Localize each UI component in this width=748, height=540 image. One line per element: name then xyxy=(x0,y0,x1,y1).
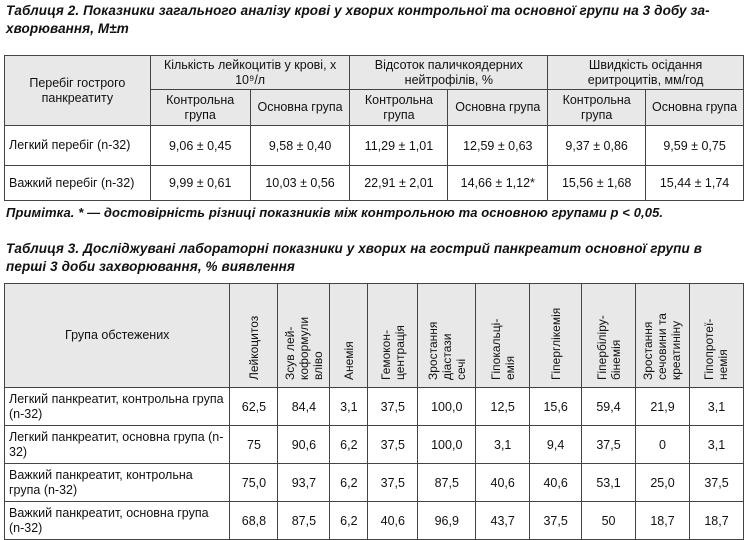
table3-cell: 18,7 xyxy=(636,502,690,540)
table3-cell: 3,1 xyxy=(330,388,368,426)
table2-subheader: Контрольна група xyxy=(150,90,250,126)
table-row xyxy=(5,126,744,166)
table-row xyxy=(5,502,744,540)
table3-cell: 40,6 xyxy=(368,502,418,540)
table2-row-label: Важкий перебіг (n-32) xyxy=(5,166,151,201)
table3-caption: Таблиця 3. Досліджувані лабораторні показники у хворих на гострий панкреатит основної групи в перші 3 доби захворювання, % виявлення xyxy=(6,241,702,274)
table3-cell: 37,5 xyxy=(530,502,582,540)
table3-col-header: Гіперглікемія xyxy=(548,307,563,380)
table2-subheader: Основна група xyxy=(448,90,548,126)
table3-cell: 96,9 xyxy=(418,502,476,540)
table3-cell: 62,5 xyxy=(230,388,278,426)
table-row xyxy=(5,464,744,502)
table2-cell: 15,44 ± 1,74 xyxy=(646,166,744,201)
table2-cell: 22,91 ± 2,01 xyxy=(350,166,448,201)
table2-cell: 11,29 ± 1,01 xyxy=(350,126,448,166)
table3-col-header: Зростання сечовини та креатиніну xyxy=(641,313,684,380)
table3-cell: 37,5 xyxy=(368,464,418,502)
table3-cell: 3,1 xyxy=(476,426,530,464)
table3-cell: 40,6 xyxy=(476,464,530,502)
table3-col-header: Гіпербіліру- бінемія xyxy=(594,315,623,380)
table3 xyxy=(4,283,744,540)
table3-cell: 93,7 xyxy=(278,464,330,502)
table3-row-label: Легкий панкреатит, контрольна група (n-32) xyxy=(5,388,230,426)
table2-row-header: Перебіг гострого панкреатиту xyxy=(5,56,151,126)
table2-cell: 9,99 ± 0,61 xyxy=(150,166,250,201)
table3-cell: 75,0 xyxy=(230,464,278,502)
table3-row-label: Важкий панкреатит, контрольна група (n-32) xyxy=(5,464,230,502)
table2 xyxy=(4,55,744,201)
table-row xyxy=(5,388,744,426)
table3-row-label: Легкий панкреатит, основна група (n-32) xyxy=(5,426,230,464)
table2-cell: 9,58 ± 0,40 xyxy=(250,126,350,166)
table2-note: Примітка. * — достовірність різниці показників між контрольною та основною групами р < 0,05. xyxy=(6,205,664,220)
table2-group-neutrophils: Відсоток паличкоядерних нейтрофілів, % xyxy=(350,56,548,90)
table3-cell: 40,6 xyxy=(530,464,582,502)
table3-col-header: Лейкоцитоз xyxy=(246,315,261,380)
table-row xyxy=(5,166,744,201)
table2-group-leukocytes: Кількість лейкоцитів у крові, х 10⁹/л xyxy=(150,56,350,90)
table3-cell: 12,5 xyxy=(476,388,530,426)
table3-col-header: Зсув лей- коформули вліво xyxy=(282,316,325,380)
table3-row-label: Важкий панкреатит, основна група (n-32) xyxy=(5,502,230,540)
table3-cell: 37,5 xyxy=(582,426,636,464)
table3-cell: 37,5 xyxy=(368,388,418,426)
table3-cell: 9,4 xyxy=(530,426,582,464)
table3-col-header: Зростання діастази сечі xyxy=(425,321,468,380)
table3-cell: 59,4 xyxy=(582,388,636,426)
table3-cell: 6,2 xyxy=(330,464,368,502)
table3-col-header: Гіпокальці- емія xyxy=(488,318,517,380)
table2-subheader: Основна група xyxy=(646,90,744,126)
table3-cell: 68,8 xyxy=(230,502,278,540)
table3-cell: 87,5 xyxy=(278,502,330,540)
table3-cell: 37,5 xyxy=(368,426,418,464)
table3-cell: 43,7 xyxy=(476,502,530,540)
table2-cell: 14,66 ± 1,12* xyxy=(448,166,548,201)
table3-cell: 0 xyxy=(636,426,690,464)
table2-cell: 9,59 ± 0,75 xyxy=(646,126,744,166)
table2-cell: 9,06 ± 0,45 xyxy=(150,126,250,166)
table3-cell: 6,2 xyxy=(330,426,368,464)
table3-cell: 3,1 xyxy=(689,388,743,426)
table3-cell: 37,5 xyxy=(689,464,743,502)
table3-cell: 100,0 xyxy=(418,426,476,464)
table3-col-header: Гемокон- центрація xyxy=(378,325,407,380)
table2-cell: 15,56 ± 1,68 xyxy=(548,166,646,201)
table3-cell: 84,4 xyxy=(278,388,330,426)
table3-cell: 25,0 xyxy=(636,464,690,502)
table3-cell: 21,9 xyxy=(636,388,690,426)
table3-cell: 50 xyxy=(582,502,636,540)
table2-group-esr: Швидкість осідання еритроцитів, мм/год xyxy=(548,56,744,90)
table-row xyxy=(5,426,744,464)
table3-cell: 53,1 xyxy=(582,464,636,502)
table2-subheader: Контрольна група xyxy=(548,90,646,126)
table2-cell: 12,59 ± 0,63 xyxy=(448,126,548,166)
table3-col-header: Анемія xyxy=(341,341,356,380)
table2-caption: Таблиця 2. Показники загального аналізу крові у хворих контрольної та основної групи на 3 добу за- хворювання, M±m xyxy=(6,3,710,36)
table2-cell: 9,37 ± 0,86 xyxy=(548,126,646,166)
table2-cell: 10,03 ± 0,56 xyxy=(250,166,350,201)
table3-cell: 75 xyxy=(230,426,278,464)
table2-subheader: Контрольна група xyxy=(350,90,448,126)
table3-cell: 6,2 xyxy=(330,502,368,540)
table3-col-header: Гіпопротеї- немія xyxy=(702,318,731,380)
table3-cell: 100,0 xyxy=(418,388,476,426)
table2-subheader: Основна група xyxy=(250,90,350,126)
table3-cell: 87,5 xyxy=(418,464,476,502)
table3-cell: 90,6 xyxy=(278,426,330,464)
table3-cell: 3,1 xyxy=(689,426,743,464)
table3-cell: 15,6 xyxy=(530,388,582,426)
table2-row-label: Легкий перебіг (n-32) xyxy=(5,126,151,166)
table3-cell: 18,7 xyxy=(689,502,743,540)
table3-row-header: Група обстежених xyxy=(5,284,230,388)
